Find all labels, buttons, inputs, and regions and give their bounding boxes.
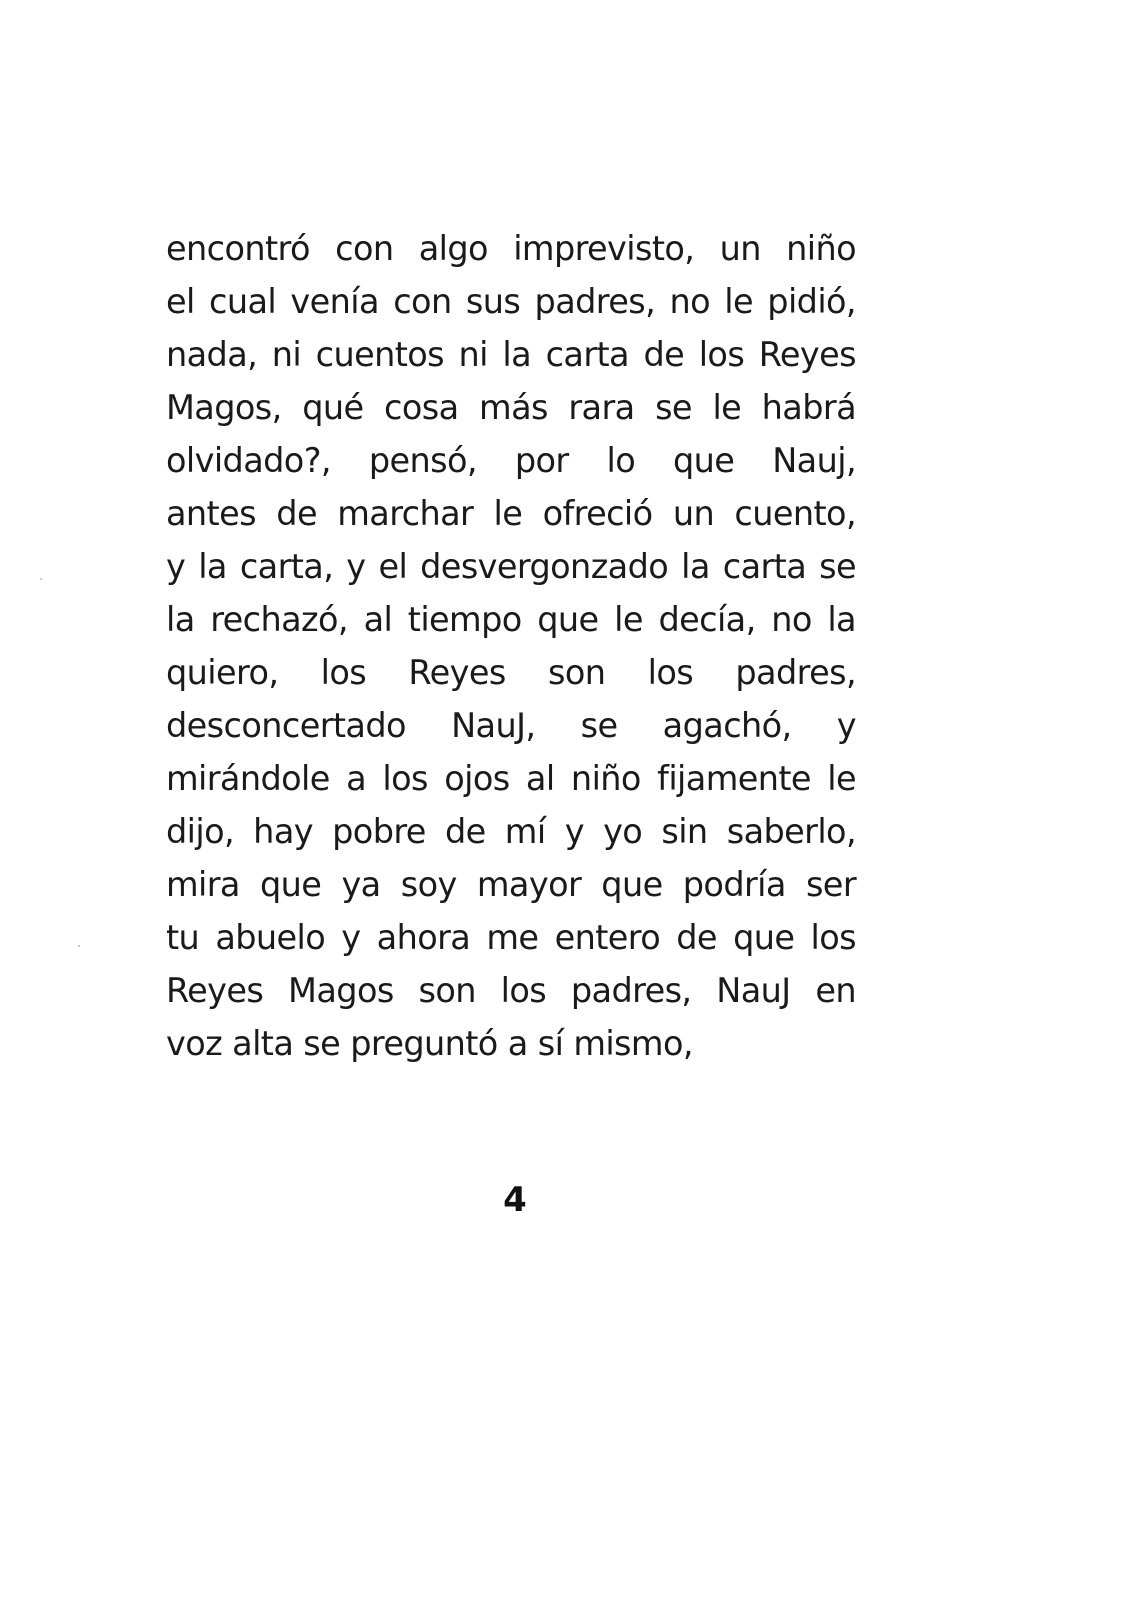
- body-text: [166, 222, 856, 1070]
- text-line: voz alta se preguntó a sí mismo,: [166, 1024, 693, 1063]
- text-line: tu abuelo y ahora me entero de que los: [166, 918, 856, 957]
- text-line: encontró con algo imprevisto, un niño: [166, 229, 856, 268]
- text-line: Reyes Magos son los padres, NauJ en: [166, 971, 856, 1010]
- text-line: y la carta, y el desvergonzado la carta se: [166, 547, 856, 586]
- text-line: mirándole a los ojos al niño fijamente le: [166, 759, 856, 798]
- text-line: antes de marchar le ofreció un cuento,: [166, 494, 856, 533]
- text-line: la rechazó, al tiempo que le decía, no la: [166, 600, 856, 639]
- text-line: nada, ni cuentos ni la carta de los Reyes: [166, 335, 856, 374]
- text-line: el cual venía con sus padres, no le pidió,: [166, 282, 856, 321]
- scan-speck: [78, 945, 80, 947]
- text-line: mira que ya soy mayor que podría ser: [166, 865, 856, 904]
- text-line: olvidado?, pensó, por lo que Nauj,: [166, 441, 856, 480]
- text-line: quiero, los Reyes son los padres,: [166, 653, 856, 692]
- text-line: Magos, qué cosa más rara se le habrá: [166, 388, 856, 427]
- text-line: desconcertado NauJ, se agachó, y: [166, 706, 856, 745]
- scan-speck: [40, 578, 42, 580]
- text-line: dijo, hay pobre de mí y yo sin saberlo,: [166, 812, 856, 851]
- page-number: 4: [503, 1180, 527, 1220]
